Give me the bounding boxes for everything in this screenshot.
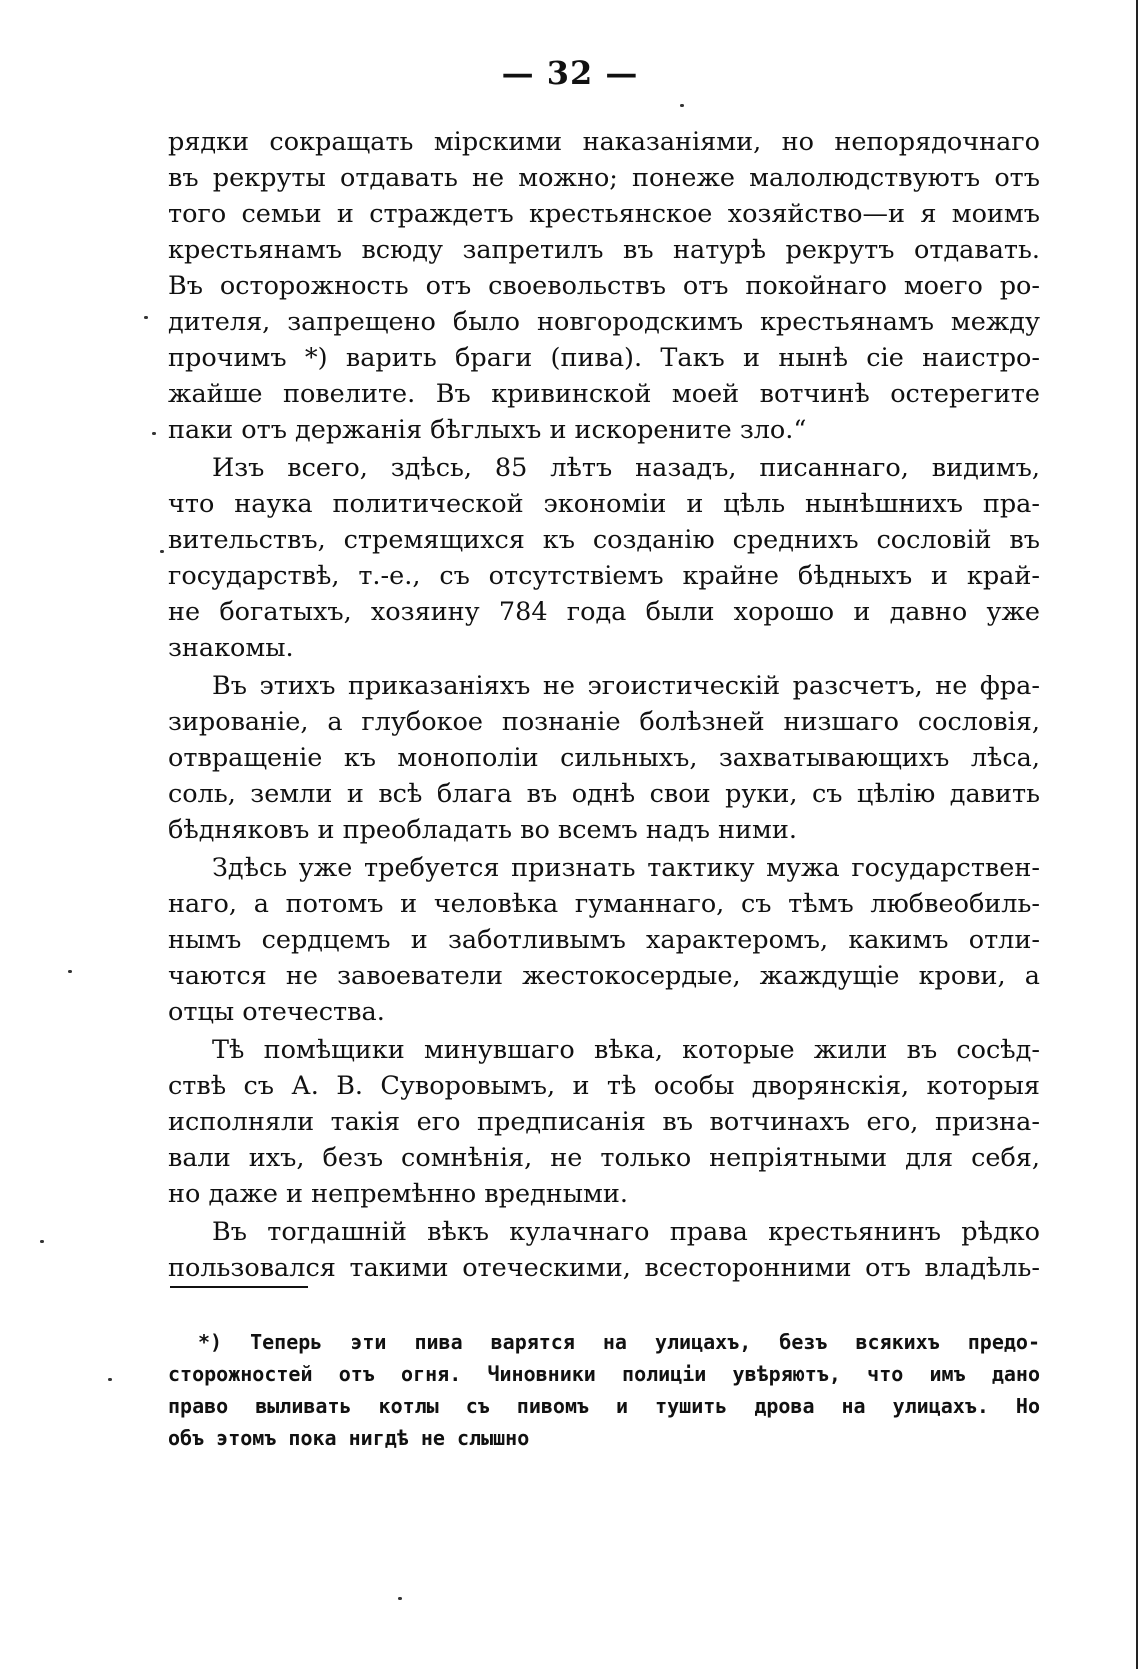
text-line: вали ихъ, безъ сомнѣнія, не только непріятными для себя, xyxy=(168,1143,1040,1173)
scan-speck xyxy=(680,104,684,107)
text-line: соль, земли и всѣ блага въ однѣ свои руки, съ цѣлію давить xyxy=(168,779,1040,809)
footnote-line: право выливать котлы съ пивомъ и тушить дрова на улицахъ. Но xyxy=(168,1394,1040,1418)
scan-speck xyxy=(144,316,148,319)
text-line: отвращеніе къ монополіи сильныхъ, захватывающихъ лѣса, xyxy=(168,743,1040,773)
scan-speck xyxy=(40,1240,44,1243)
scan-speck xyxy=(68,970,72,973)
text-line: того семьи и страждетъ крестьянское хозяйство—и я моимъ xyxy=(168,199,1040,229)
text-line: въ рекруты отдавать не можно; понеже малолюдствуютъ отъ xyxy=(168,163,1040,193)
text-line: нымъ сердцемъ и заботливымъ характеромъ, какимъ отли- xyxy=(168,925,1040,955)
text-line: что наука политической экономіи и цѣль нынѣшнихъ пра- xyxy=(168,489,1040,519)
footnote-line: сторожностей отъ огня. Чиновники полиціи увѣряютъ, что имъ дано xyxy=(168,1362,1040,1386)
page-number: — 32 — xyxy=(501,54,639,92)
text-line: прочимъ *) варить браги (пива). Такъ и нынѣ сіе наистро- xyxy=(168,343,1040,373)
text-line: государствѣ, т.-е., съ отсутствіемъ крайне бѣдныхъ и край- xyxy=(168,561,1040,591)
text-line: наго, а потомъ и человѣка гуманнаго, съ тѣмъ любвеобиль- xyxy=(168,889,1040,919)
scan-speck xyxy=(108,1378,112,1381)
text-line: вительствъ, стремящихся къ созданію среднихъ сословій въ xyxy=(168,525,1040,555)
text-line: Въ тогдашній вѣкъ кулачнаго права крестьянинъ рѣдко xyxy=(212,1217,1040,1247)
text-line: Изъ всего, здѣсь, 85 лѣтъ назадъ, писаннаго, видимъ, xyxy=(212,453,1040,483)
text-line: отцы отечества. xyxy=(168,997,385,1027)
text-line: исполняли такія его предписанія въ вотчинахъ его, призна- xyxy=(168,1107,1040,1137)
text-line: жайше повелите. Въ кривинской моей вотчинѣ остерегите xyxy=(168,379,1040,409)
scan-speck xyxy=(152,432,156,435)
scan-speck xyxy=(160,550,164,553)
text-line: не богатыхъ, хозяину 784 года были хорошо и давно уже xyxy=(168,597,1040,627)
text-line: Въ этихъ приказаніяхъ не эгоистическій разсчетъ, не фра- xyxy=(212,671,1040,701)
scan-speck xyxy=(398,1597,402,1600)
text-line: бѣдняковъ и преобладать во всемъ надъ ними. xyxy=(168,815,797,845)
page-edge-rule xyxy=(1136,0,1138,1669)
text-line: дителя, запрещено было новгородскимъ крестьянамъ между xyxy=(168,307,1040,337)
text-line: Въ осторожность отъ своевольствъ отъ покойнаго моего ро- xyxy=(168,271,1040,301)
text-line: чаются не завоеватели жестокосердые, жаждущіе крови, а xyxy=(168,961,1040,991)
text-line: Тѣ помѣщики минувшаго вѣка, которые жили въ сосѣд- xyxy=(212,1035,1040,1065)
footnote-line: *) Теперь эти пива варятся на улицахъ, безъ всякихъ предо- xyxy=(198,1330,1040,1354)
text-line: зированіе, а глубокое познаніе болѣзней низшаго сословія, xyxy=(168,707,1040,737)
text-line: знакомы. xyxy=(168,633,294,663)
text-line: ствѣ съ А. В. Суворовымъ, и тѣ особы дворянскія, которыя xyxy=(168,1071,1040,1101)
text-line: Здѣсь уже требуется признать тактику мужа государствен- xyxy=(212,853,1040,883)
text-line: пользовался такими отеческими, всесторонними отъ владѣль- xyxy=(168,1253,1040,1283)
footnote-line: объ этомъ пока нигдѣ не слышно xyxy=(168,1426,530,1450)
text-line: рядки сокращать мірскими наказаніями, но непорядочнаго xyxy=(168,127,1040,157)
text-line: но даже и непремѣнно вредными. xyxy=(168,1179,628,1209)
text-line: крестьянамъ всюду запретилъ въ натурѣ рекрутъ отдавать. xyxy=(168,235,1040,265)
text-line: паки отъ держанія бѣглыхъ и искорените зло.“ xyxy=(168,415,807,445)
footnote-divider xyxy=(170,1286,308,1288)
